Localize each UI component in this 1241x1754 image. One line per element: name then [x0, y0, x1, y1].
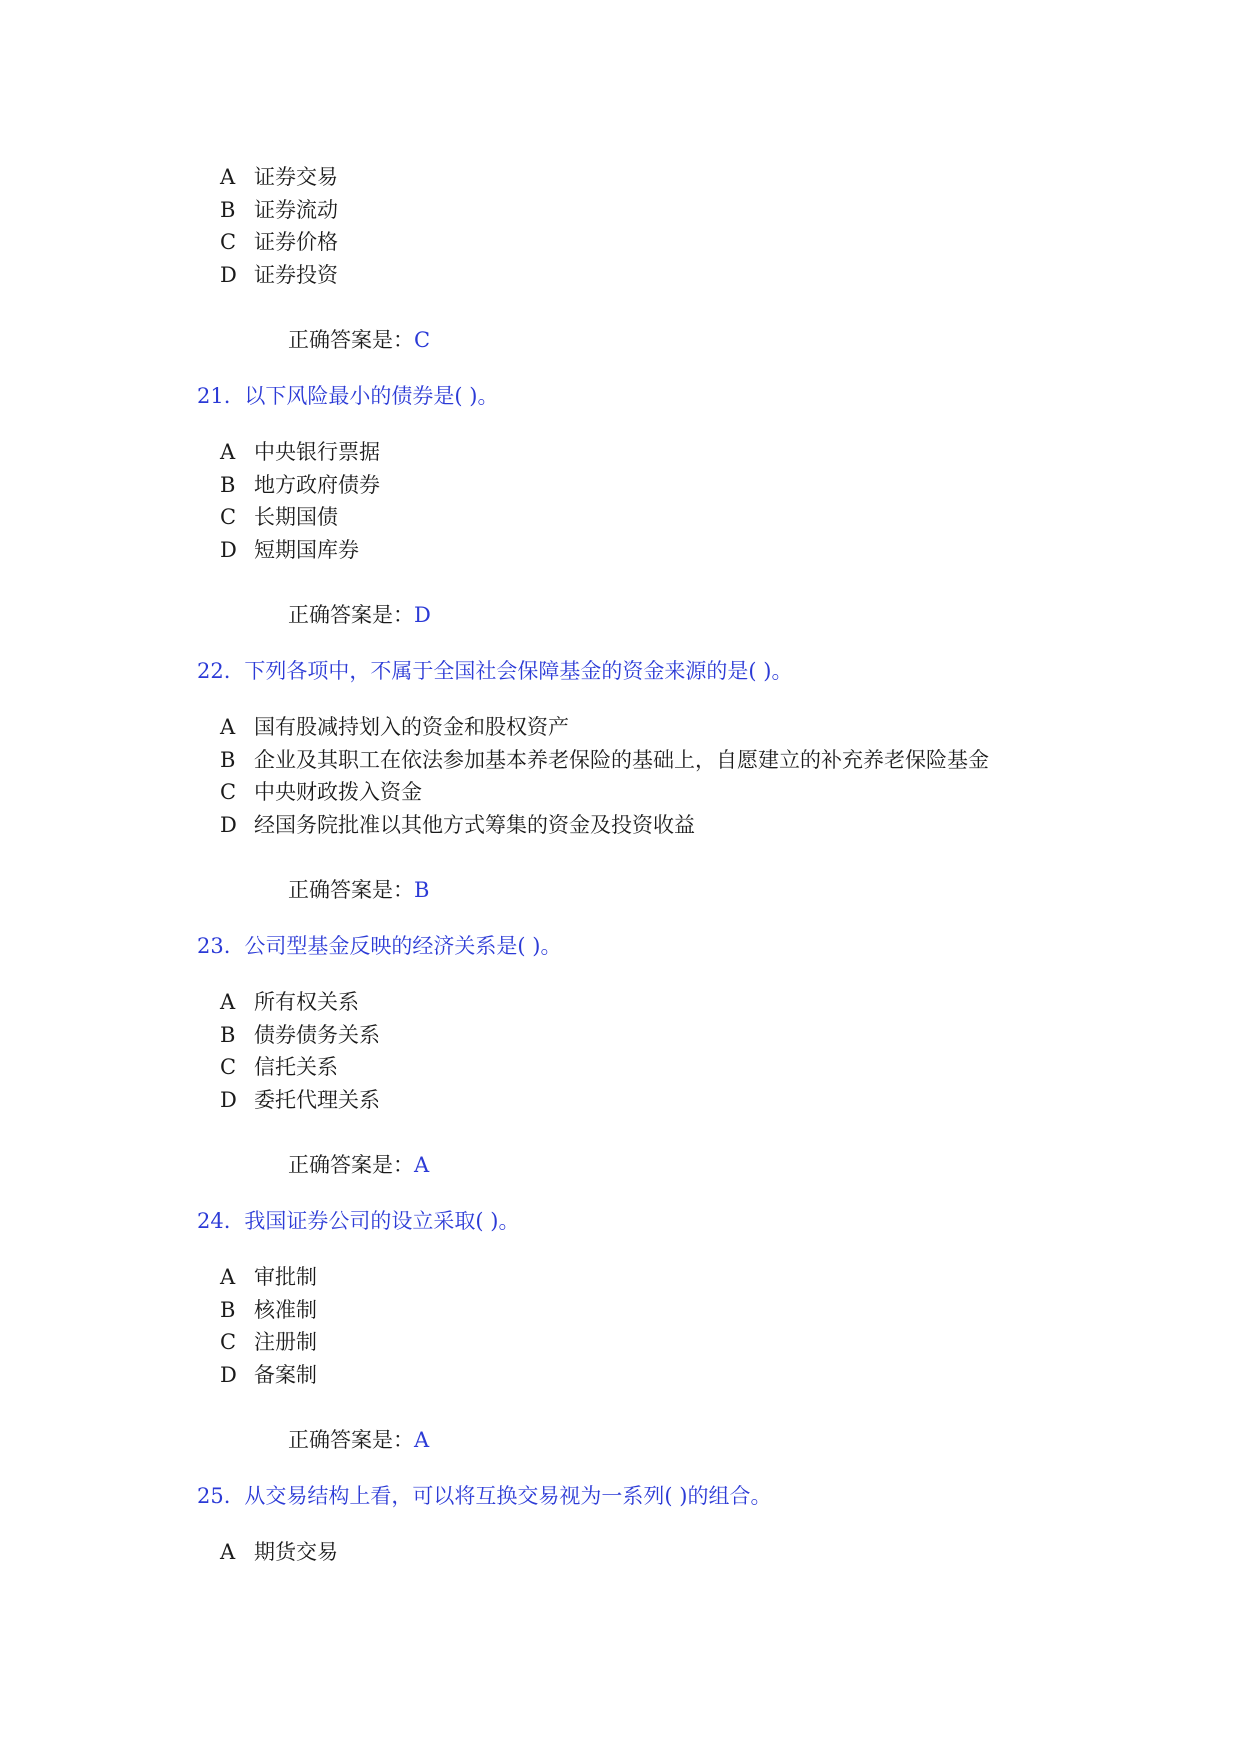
question-number: 21.	[197, 384, 231, 408]
option-letter: B	[220, 473, 236, 497]
answer-label: 正确答案是：	[288, 328, 414, 352]
option-text: 证券价格	[254, 230, 338, 254]
option-text: 核准制	[254, 1298, 317, 1322]
option-letter: A	[220, 1540, 236, 1564]
option-text: 企业及其职工在依法参加基本养老保险的基础上，自愿建立的补充养老保险基金	[254, 748, 989, 772]
answer-label: 正确答案是：	[288, 1153, 414, 1177]
option-text: 证券投资	[254, 263, 338, 287]
option-text: 债券债务关系	[254, 1023, 380, 1047]
question-text: 以下风险最小的债券是( )。	[244, 384, 499, 408]
option-letter: D	[220, 1088, 237, 1112]
question-number: 22.	[197, 659, 231, 683]
question-text: 下列各项中，不属于全国社会保障基金的资金来源的是( )。	[244, 659, 793, 683]
option-text: 中央财政拨入资金	[254, 780, 422, 804]
option-letter: C	[220, 1055, 237, 1079]
option-letter: C	[220, 1330, 237, 1354]
option-letter: B	[220, 1298, 236, 1322]
option-text: 短期国库券	[254, 538, 359, 562]
option-letter: D	[220, 813, 237, 837]
option-text: 经国务院批准以其他方式筹集的资金及投资收益	[254, 813, 695, 837]
question-text: 从交易结构上看，可以将互换交易视为一系列( )的组合。	[244, 1484, 772, 1508]
option-text: 中央银行票据	[254, 440, 380, 464]
answer-value: C	[414, 328, 431, 352]
option-text: 证券交易	[254, 165, 338, 189]
option-letter: A	[220, 715, 236, 739]
option-text: 注册制	[254, 1330, 317, 1354]
answer-value: B	[414, 878, 430, 902]
option-letter: A	[220, 990, 236, 1014]
option-letter: D	[220, 263, 237, 287]
answer-value: A	[414, 1428, 430, 1452]
option-text: 审批制	[254, 1265, 317, 1289]
option-letter: A	[220, 165, 236, 189]
option-letter: C	[220, 230, 237, 254]
option-letter: B	[220, 748, 236, 772]
option-letter: D	[220, 538, 237, 562]
option-letter: C	[220, 780, 237, 804]
option-text: 委托代理关系	[254, 1088, 380, 1112]
option-letter: B	[220, 1023, 236, 1047]
option-text: 备案制	[254, 1363, 317, 1387]
option-letter: D	[220, 1363, 237, 1387]
option-text: 地方政府债券	[254, 473, 380, 497]
answer-label: 正确答案是：	[288, 1428, 414, 1452]
option-text: 期货交易	[254, 1540, 338, 1564]
question-text: 我国证券公司的设立采取( )。	[244, 1209, 520, 1233]
option-text: 长期国债	[254, 505, 338, 529]
answer-value: D	[414, 603, 431, 627]
option-text: 证券流动	[254, 198, 338, 222]
option-letter: C	[220, 505, 237, 529]
option-text: 国有股减持划入的资金和股权资产	[254, 715, 569, 739]
option-letter: A	[220, 440, 236, 464]
option-letter: B	[220, 198, 236, 222]
question-number: 24.	[197, 1209, 231, 1233]
question-number: 25.	[197, 1484, 231, 1508]
option-text: 信托关系	[254, 1055, 338, 1079]
option-text: 所有权关系	[254, 990, 359, 1014]
option-letter: A	[220, 1265, 236, 1289]
answer-value: A	[414, 1153, 430, 1177]
question-number: 23.	[197, 934, 231, 958]
answer-label: 正确答案是：	[288, 603, 414, 627]
answer-label: 正确答案是：	[288, 878, 414, 902]
question-text: 公司型基金反映的经济关系是( )。	[244, 934, 562, 958]
